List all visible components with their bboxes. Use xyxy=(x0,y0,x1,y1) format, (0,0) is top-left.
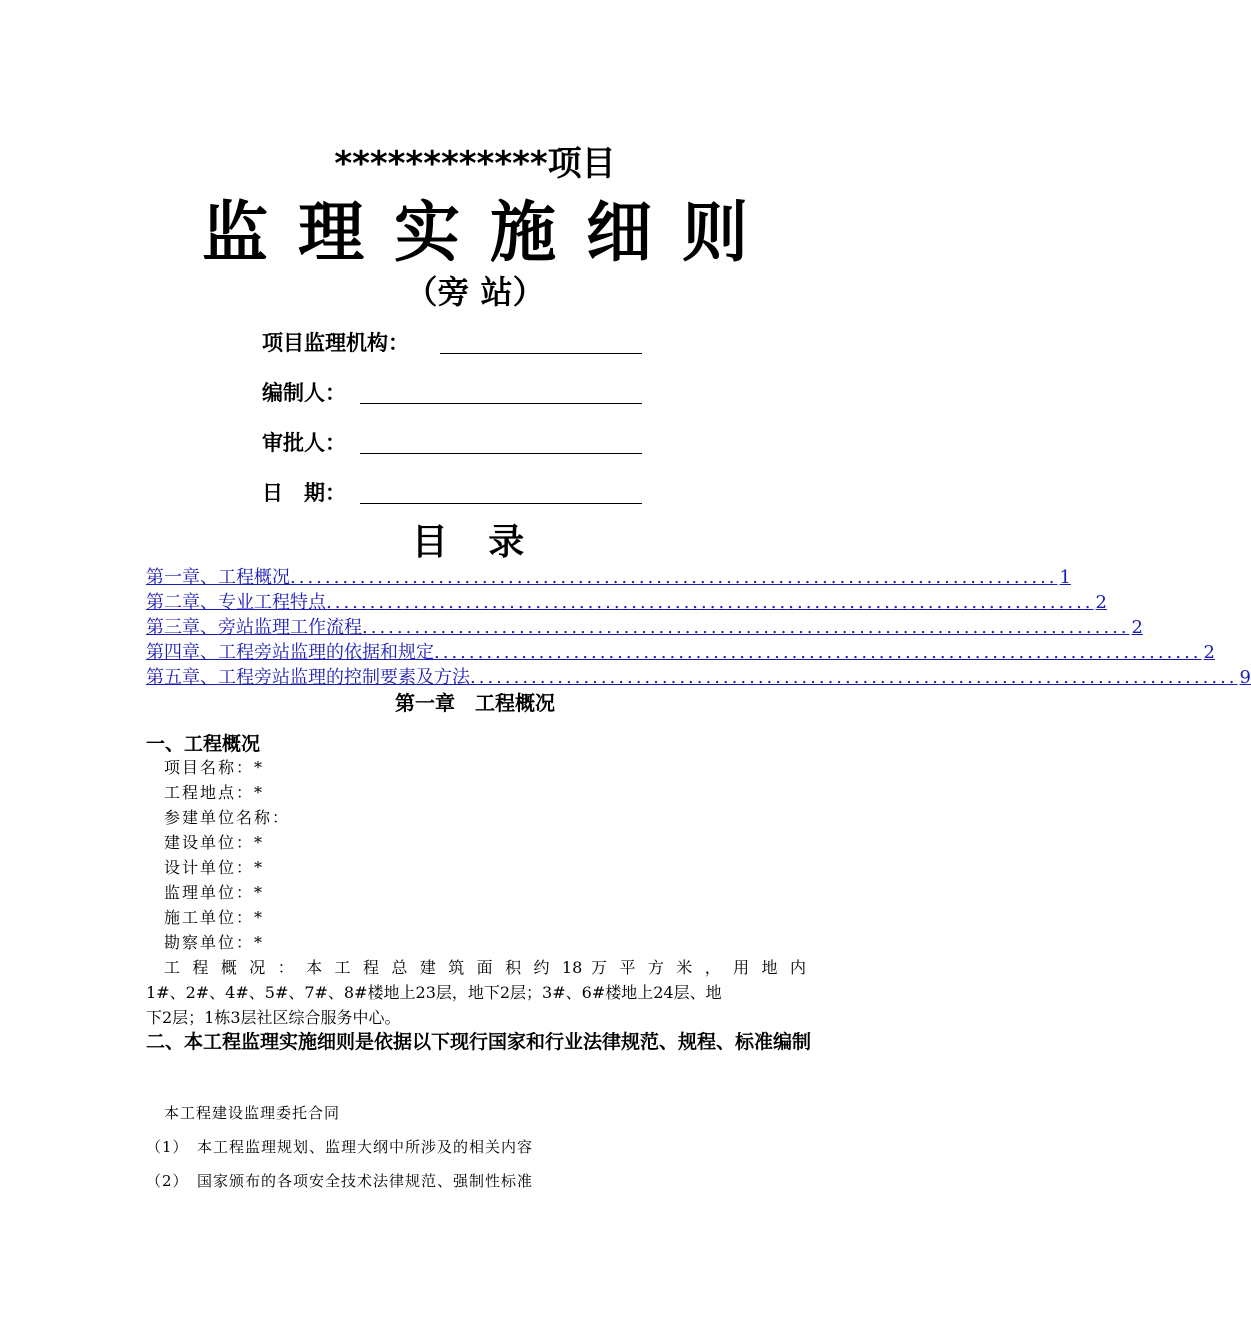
project-name-line: ************项目 xyxy=(334,144,616,184)
field-line-author xyxy=(360,403,642,404)
toc-leader-dots: ........................................................................................ xyxy=(290,567,1058,588)
info-item: 勘察单位：* xyxy=(164,933,265,952)
overview-paragraph-line: 下2层；1栋3层社区综合服务中心。 xyxy=(146,1008,401,1027)
chapter-title: 第一章 工程概况 xyxy=(395,691,555,715)
toc-item-page: 1 xyxy=(1059,567,1071,588)
toc-leader-dots: ........................................................................................ xyxy=(434,642,1202,663)
field-line-approver xyxy=(360,453,642,454)
field-label-date: 日 期： xyxy=(262,481,346,505)
toc-item-title: 第一章、工程概况 xyxy=(146,567,290,588)
field-label-org: 项目监理机构： xyxy=(262,331,409,355)
toc-leader-dots: ........................................................................................ xyxy=(470,667,1238,688)
document-main-title: 监理实施细则 xyxy=(202,193,778,271)
toc-item-title: 第五章、工程旁站监理的控制要素及方法 xyxy=(146,667,470,688)
toc-item[interactable] xyxy=(146,641,1215,665)
toc-item-page: 9 xyxy=(1239,667,1251,688)
reference-item: 本工程建设监理委托合同 xyxy=(164,1104,341,1122)
toc-item-page: 2 xyxy=(1131,617,1143,638)
toc-item-title: 第四章、工程旁站监理的依据和规定 xyxy=(146,642,434,663)
toc-leader-dots: ........................................................................................ xyxy=(362,617,1130,638)
field-date xyxy=(262,478,346,508)
reference-item: （2） 国家颁布的各项安全技术法律规范、强制性标准 xyxy=(146,1172,534,1190)
info-item: 工程地点：* xyxy=(164,783,265,802)
overview-paragraph-line: 工 程 概 况 ： 本 工 程 总 建 筑 面 积 约 18 万 平 方 米 ， 用 地 内 xyxy=(164,958,806,977)
info-item: 施工单位：* xyxy=(164,908,265,927)
field-approver xyxy=(262,428,346,458)
section-heading: 一、工程概况 xyxy=(146,733,261,755)
toc-item[interactable] xyxy=(146,566,1071,590)
info-item: 监理单位：* xyxy=(164,883,265,902)
field-supervision-org xyxy=(262,328,409,358)
toc-leader-dots: ........................................................................................ xyxy=(326,592,1094,613)
field-label-approver: 审批人： xyxy=(262,431,346,455)
document-subtitle: （旁 站） xyxy=(405,273,545,311)
toc-item-page: 2 xyxy=(1203,642,1215,663)
toc-item[interactable] xyxy=(146,591,1107,615)
info-item: 建设单位：* xyxy=(164,833,265,852)
toc-item-page: 2 xyxy=(1095,592,1107,613)
toc-item-title: 第二章、专业工程特点 xyxy=(146,592,326,613)
field-line-org xyxy=(440,353,642,354)
field-label-author: 编制人： xyxy=(262,381,346,405)
toc-title: 目 录 xyxy=(411,521,539,563)
field-author xyxy=(262,378,346,408)
info-item: 设计单位：* xyxy=(164,858,265,877)
reference-item: （1） 本工程监理规划、监理大纲中所涉及的相关内容 xyxy=(146,1138,534,1156)
toc-item[interactable] xyxy=(146,666,1251,690)
field-line-date xyxy=(360,503,642,504)
toc-item[interactable] xyxy=(146,616,1143,640)
overview-paragraph-line: 1#、2#、4#、5#、7#、8#楼地上23层，地下2层；3#、6#楼地上24层、地 xyxy=(146,983,722,1002)
section-heading: 二、本工程监理实施细则是依据以下现行国家和行业法律规范、规程、标准编制 xyxy=(146,1031,812,1053)
toc-item-title: 第三章、旁站监理工作流程 xyxy=(146,617,362,638)
info-item: 项目名称：* xyxy=(164,758,265,777)
info-item: 参建单位名称： xyxy=(164,808,291,827)
